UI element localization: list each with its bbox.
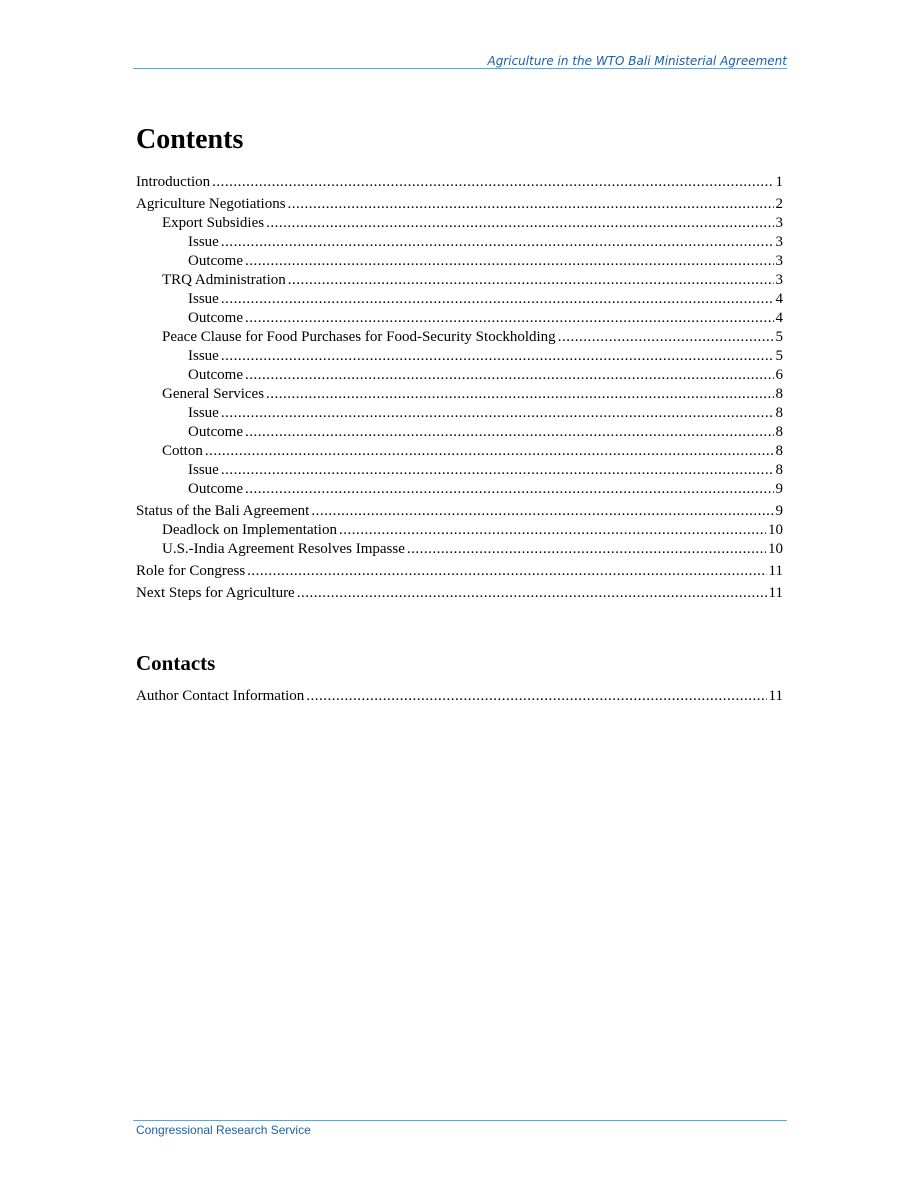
toc-entry-label: Export Subsidies (162, 215, 265, 231)
toc-entry[interactable] (136, 521, 783, 540)
toc-entry-label: Author Contact Information (136, 688, 305, 704)
toc-entry-label: Next Steps for Agriculture (136, 585, 295, 601)
toc-entry-label: Peace Clause for Food Purchases for Food-Security Stockholding (162, 329, 556, 345)
dot-leader (266, 214, 773, 233)
toc-entry-page-number: 4 (775, 310, 783, 326)
toc-entry[interactable] (136, 502, 783, 521)
dot-leader (288, 271, 774, 290)
toc-entry-page-number: 3 (775, 215, 783, 231)
toc-entry-page-number: 3 (775, 272, 783, 288)
contacts-list (136, 687, 783, 706)
toc-entry[interactable] (136, 347, 783, 366)
toc-entry-page-number: 6 (775, 367, 783, 383)
dot-leader (205, 442, 774, 461)
contents-heading: Contents (136, 124, 244, 155)
toc-entry-label: TRQ Administration (162, 272, 286, 288)
dot-leader (245, 423, 774, 442)
toc-entry-page-number: 9 (775, 503, 783, 519)
toc-entry-page-number: 8 (775, 443, 783, 459)
toc-entry-label: Outcome (188, 253, 243, 269)
contacts-heading: Contacts (136, 651, 216, 675)
toc-entry-label: Issue (188, 348, 219, 364)
toc-entry-page-number: 8 (775, 424, 783, 440)
dot-leader (221, 233, 774, 252)
toc-entry[interactable] (136, 214, 783, 233)
toc-entry[interactable] (136, 195, 783, 214)
dot-leader (221, 404, 774, 423)
toc-entry[interactable] (136, 271, 783, 290)
toc-entry[interactable] (136, 562, 783, 581)
toc-entry-label: Introduction (136, 174, 211, 190)
toc-entry[interactable] (136, 540, 783, 559)
dot-leader (245, 309, 774, 328)
toc-entry-label: U.S.-India Agreement Resolves Impasse (162, 541, 405, 557)
footer-organization: Congressional Research Service (136, 1123, 311, 1137)
dot-leader (306, 687, 766, 706)
toc-entry-label: Outcome (188, 367, 243, 383)
dot-leader (221, 347, 774, 366)
toc-entry[interactable] (136, 233, 783, 252)
toc-entry-label: Issue (188, 462, 219, 478)
toc-entry[interactable] (136, 584, 783, 603)
toc-entry-page-number: 8 (775, 405, 783, 421)
toc-entry[interactable] (136, 461, 783, 480)
toc-entry-page-number: 1 (775, 174, 783, 190)
toc-entry-page-number: 5 (775, 348, 783, 364)
dot-leader (558, 328, 774, 347)
toc-entry-page-number: 3 (775, 234, 783, 250)
toc-entry-page-number: 9 (775, 481, 783, 497)
dot-leader (297, 584, 767, 603)
toc-entry-page-number: 11 (768, 585, 783, 601)
toc-entry-page-number: 10 (768, 522, 783, 538)
toc-entry-label: Agriculture Negotiations (136, 196, 286, 212)
toc-entry[interactable] (136, 309, 783, 328)
toc-entry-label: Issue (188, 405, 219, 421)
toc-entry[interactable] (136, 173, 783, 192)
toc-entry[interactable] (136, 290, 783, 309)
toc-entry-page-number: 10 (768, 541, 783, 557)
toc-entry[interactable] (136, 687, 783, 706)
dot-leader (266, 385, 773, 404)
toc-entry[interactable] (136, 328, 783, 347)
dot-leader (221, 461, 774, 480)
dot-leader (407, 540, 766, 559)
toc-entry-label: Outcome (188, 310, 243, 326)
toc-entry-label: Deadlock on Implementation (162, 522, 337, 538)
toc-entry[interactable] (136, 442, 783, 461)
toc-entry-page-number: 2 (775, 196, 783, 212)
toc-entry-label: Issue (188, 234, 219, 250)
toc-entry-page-number: 8 (775, 462, 783, 478)
toc-entry-label: Outcome (188, 424, 243, 440)
table-of-contents (136, 173, 783, 603)
dot-leader (245, 366, 774, 385)
toc-entry-label: Cotton (162, 443, 203, 459)
toc-entry-page-number: 11 (768, 688, 783, 704)
toc-entry-page-number: 5 (775, 329, 783, 345)
dot-leader (221, 290, 774, 309)
toc-entry-page-number: 4 (775, 291, 783, 307)
toc-entry-page-number: 3 (775, 253, 783, 269)
dot-leader (245, 480, 774, 499)
toc-entry-label: General Services (162, 386, 265, 402)
toc-entry[interactable] (136, 404, 783, 423)
toc-entry[interactable] (136, 366, 783, 385)
toc-entry[interactable] (136, 252, 783, 271)
toc-entry[interactable] (136, 385, 783, 404)
dot-leader (311, 502, 773, 521)
toc-entry[interactable] (136, 423, 783, 442)
dot-leader (339, 521, 766, 540)
toc-entry-page-number: 11 (768, 563, 783, 579)
toc-entry[interactable] (136, 480, 783, 499)
dot-leader (245, 252, 774, 271)
dot-leader (212, 173, 773, 192)
header-rule (133, 68, 787, 69)
dot-leader (247, 562, 766, 581)
toc-entry-label: Status of the Bali Agreement (136, 503, 310, 519)
dot-leader (288, 195, 774, 214)
toc-entry-label: Outcome (188, 481, 243, 497)
toc-entry-label: Issue (188, 291, 219, 307)
footer-rule (133, 1120, 787, 1121)
running-header-title: Agriculture in the WTO Bali Ministerial Agreement (487, 54, 787, 68)
toc-entry-page-number: 8 (775, 386, 783, 402)
toc-entry-label: Role for Congress (136, 563, 246, 579)
